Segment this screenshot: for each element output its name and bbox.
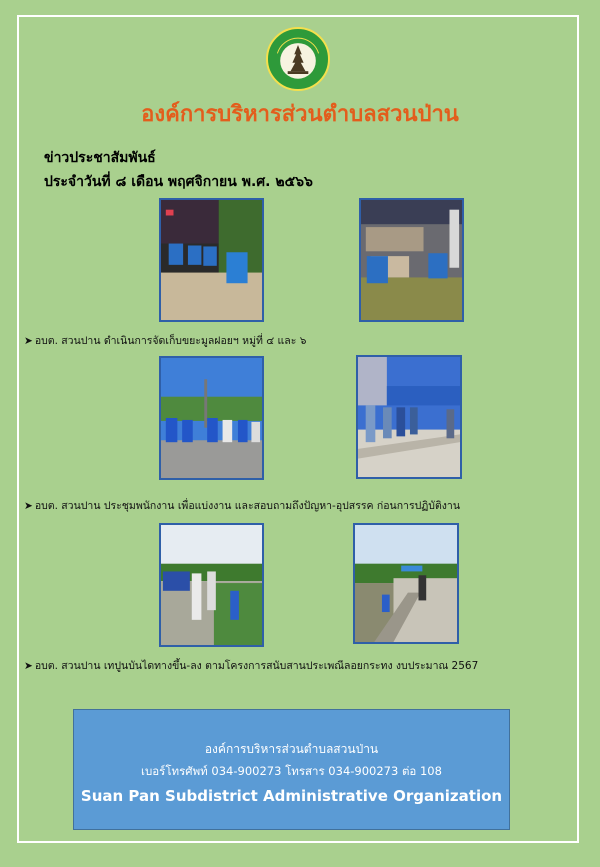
news-date: ประจำวันที่ ๘ เดือน พฤศจิกายน พ.ศ. ๒๕๖๖: [44, 174, 313, 190]
photo-concrete-stairs-work: [159, 523, 264, 647]
contact-footer: [73, 709, 510, 830]
arrow-bullet-icon: ➤: [24, 660, 33, 672]
photo-staff-meeting-field: [159, 356, 264, 480]
organization-logo: [266, 27, 330, 91]
caption-row: [24, 332, 306, 349]
footer-org-name: องค์การบริหารส่วนตำบลสวนป่าน: [204, 742, 379, 756]
photo-waste-collection-shop: [359, 198, 464, 322]
footer-contact: เบอร์โทรศัพท์ 034-900273 โทรสาร 034-900273 ต่อ 108: [141, 764, 442, 778]
page-title: องค์การบริหารส่วนตำบลสวนป่าน: [141, 102, 459, 127]
photo-concrete-stairs-river: [353, 523, 459, 644]
section-caption: อบต. สวนปาน ประชุมพนักงาน เพื่อแบ่งงาน และสอบถามถึงปัญหา-อุปสรรค ก่อนการปฏิบัติงาน: [34, 500, 460, 512]
photo-staff-meeting-lineup: [356, 355, 462, 479]
arrow-bullet-icon: ➤: [24, 335, 33, 347]
caption-row: [24, 657, 478, 674]
section-caption: อบต. สวนปาน เทปูนบันไดทางขึ้น-ลง ตามโครงการสนับสานประเพณีลอยกระทง งบประมาณ 2567: [34, 660, 479, 672]
footer-english-name: Suan Pan Subdistrict Administrative Organization: [80, 787, 503, 805]
news-heading: ข่าวประชาสัมพันธ์: [44, 150, 156, 166]
photo-waste-collection-night: [159, 198, 264, 322]
arrow-bullet-icon: ➤: [24, 500, 33, 512]
section-caption: อบต. สวนปาน ดำเนินการจัดเก็บขยะมูลฝอยฯ หมู่ที่ ๔ และ ๖: [34, 335, 307, 347]
caption-row: [24, 497, 460, 514]
